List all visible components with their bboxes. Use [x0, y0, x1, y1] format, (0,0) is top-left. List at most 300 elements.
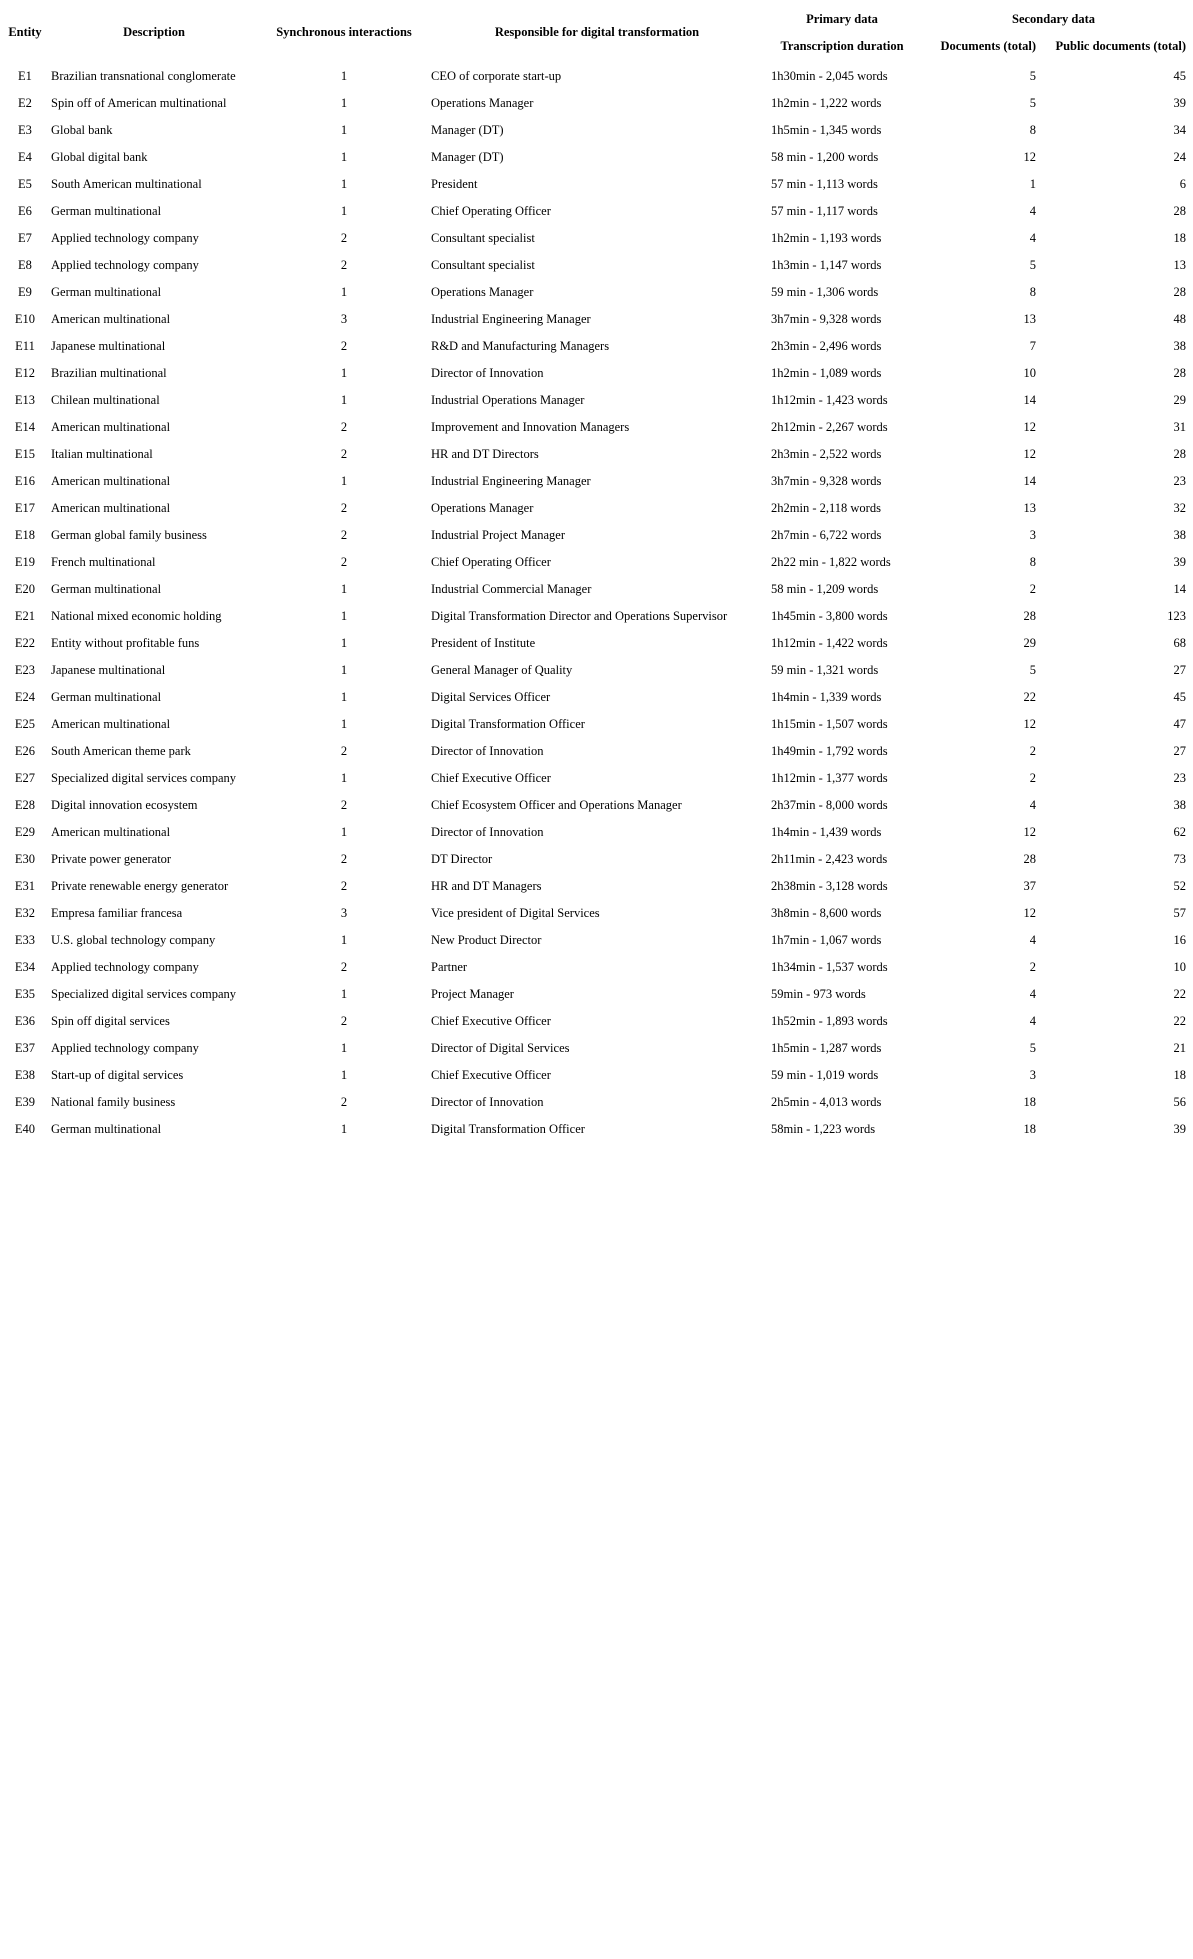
cell-documents-total: 2 [1029, 582, 1036, 596]
cell-description: German multinational [51, 1122, 162, 1136]
cell-synchronous-interactions: 2 [340, 798, 348, 812]
cell-responsible: Industrial Engineering Manager [431, 474, 591, 488]
table-row [3, 1035, 1190, 1062]
cell-documents-total: 5 [1029, 96, 1036, 110]
cell-responsible: Chief Ecosystem Officer and Operations Manager [431, 798, 682, 812]
cell-transcription-duration: 3h7min - 9,328 words [771, 474, 882, 488]
cell-public-documents-total: 123 [1167, 609, 1186, 623]
cell-synchronous-interactions: 3 [340, 312, 348, 326]
header-entity: Entity [8, 25, 42, 39]
cell-transcription-duration: 2h38min - 3,128 words [771, 879, 888, 893]
cell-responsible: Director of Innovation [431, 825, 544, 839]
cell-responsible: Industrial Operations Manager [431, 393, 585, 407]
table-row [3, 792, 1190, 819]
cell-public-documents-total: 39 [1173, 1122, 1186, 1136]
cell-synchronous-interactions: 2 [340, 1014, 348, 1028]
table-row [3, 927, 1190, 954]
cell-description: Italian multinational [51, 447, 153, 461]
cell-documents-total: 1 [1029, 177, 1036, 191]
cell-documents-total: 18 [1023, 1122, 1036, 1136]
cell-public-documents-total: 34 [1173, 123, 1186, 137]
cell-transcription-duration: 57 min - 1,113 words [771, 177, 878, 191]
cell-transcription-duration: 57 min - 1,117 words [771, 204, 878, 218]
cell-description: Entity without profitable funs [51, 636, 200, 650]
cell-responsible: Industrial Engineering Manager [431, 312, 591, 326]
cell-description: Digital innovation ecosystem [51, 798, 198, 812]
cell-documents-total: 2 [1029, 960, 1036, 974]
cell-synchronous-interactions: 2 [340, 231, 348, 245]
cell-public-documents-total: 28 [1173, 204, 1186, 218]
cell-documents-total: 4 [1029, 231, 1036, 245]
cell-synchronous-interactions: 1 [340, 177, 348, 191]
cell-synchronous-interactions: 1 [340, 204, 348, 218]
cell-description: Spin off digital services [51, 1014, 170, 1028]
cell-documents-total: 5 [1029, 663, 1036, 677]
cell-transcription-duration: 1h2min - 1,089 words [771, 366, 882, 380]
cell-documents-total: 5 [1029, 258, 1036, 272]
cell-transcription-duration: 1h3min - 1,147 words [771, 258, 882, 272]
cell-entity: E34 [14, 960, 36, 974]
cell-transcription-duration: 1h5min - 1,287 words [771, 1041, 882, 1055]
cell-transcription-duration: 3h8min - 8,600 words [771, 906, 882, 920]
cell-documents-total: 3 [1029, 528, 1036, 542]
cell-documents-total: 8 [1029, 123, 1036, 137]
cell-documents-total: 28 [1023, 609, 1036, 623]
cell-documents-total: 22 [1023, 690, 1036, 704]
cell-responsible: HR and DT Directors [431, 447, 539, 461]
cell-synchronous-interactions: 1 [340, 663, 348, 677]
cell-description: American multinational [51, 501, 171, 515]
cell-synchronous-interactions: 1 [340, 582, 348, 596]
cell-entity: E26 [14, 744, 36, 758]
cell-transcription-duration: 58min - 1,223 words [771, 1122, 876, 1136]
header-documents-total: Documents (total) [940, 39, 1036, 53]
table-row [3, 819, 1190, 846]
cell-transcription-duration: 1h2min - 1,222 words [771, 96, 882, 110]
cell-entity: E4 [18, 150, 32, 164]
cell-transcription-duration: 1h45min - 3,800 words [771, 609, 888, 623]
cell-public-documents-total: 28 [1173, 447, 1186, 461]
cell-documents-total: 3 [1029, 1068, 1036, 1082]
cell-entity: E2 [18, 96, 32, 110]
cell-synchronous-interactions: 1 [340, 123, 348, 137]
table-row [3, 387, 1190, 414]
table-row [3, 765, 1190, 792]
cell-public-documents-total: 73 [1173, 852, 1186, 866]
table-row [3, 495, 1190, 522]
cell-responsible: Chief Executive Officer [431, 1014, 551, 1028]
cell-synchronous-interactions: 1 [340, 96, 348, 110]
cell-responsible: General Manager of Quality [431, 663, 573, 677]
cell-responsible: Vice president of Digital Services [431, 906, 600, 920]
header-synchronous-interactions: Synchronous interactions [276, 25, 412, 39]
cell-description: Private power generator [51, 852, 172, 866]
cell-public-documents-total: 45 [1173, 69, 1186, 83]
cell-responsible: Consultant specialist [431, 231, 535, 245]
cell-synchronous-interactions: 1 [340, 609, 348, 623]
table-row [3, 279, 1190, 306]
cell-transcription-duration: 3h7min - 9,328 words [771, 312, 882, 326]
cell-documents-total: 14 [1023, 393, 1036, 407]
cell-description: German multinational [51, 690, 162, 704]
cell-documents-total: 2 [1029, 744, 1036, 758]
cell-description: American multinational [51, 312, 171, 326]
table-row [3, 306, 1190, 333]
cell-synchronous-interactions: 1 [340, 1068, 348, 1082]
cell-transcription-duration: 1h34min - 1,537 words [771, 960, 888, 974]
cell-responsible: Project Manager [431, 987, 514, 1001]
cell-responsible: Chief Operating Officer [431, 204, 551, 218]
cell-description: German multinational [51, 204, 162, 218]
cell-documents-total: 37 [1023, 879, 1036, 893]
cell-description: French multinational [51, 555, 156, 569]
cell-responsible: Chief Operating Officer [431, 555, 551, 569]
cell-entity: E8 [18, 258, 32, 272]
cell-transcription-duration: 59min - 973 words [771, 987, 866, 1001]
cell-responsible: HR and DT Managers [431, 879, 542, 893]
cell-synchronous-interactions: 1 [340, 636, 348, 650]
cell-synchronous-interactions: 1 [340, 393, 348, 407]
table-row [3, 873, 1190, 900]
cell-public-documents-total: 21 [1173, 1041, 1186, 1055]
cell-public-documents-total: 56 [1173, 1095, 1186, 1109]
cell-description: Applied technology company [51, 1041, 199, 1055]
cell-description: Chilean multinational [51, 393, 160, 407]
cell-transcription-duration: 2h3min - 2,522 words [771, 447, 882, 461]
cell-transcription-duration: 2h37min - 8,000 words [771, 798, 888, 812]
header-description: Description [123, 25, 185, 39]
cell-transcription-duration: 2h5min - 4,013 words [771, 1095, 882, 1109]
cell-public-documents-total: 23 [1173, 474, 1186, 488]
table-row [3, 711, 1190, 738]
cell-documents-total: 5 [1029, 1041, 1036, 1055]
table-row [3, 603, 1190, 630]
cell-transcription-duration: 58 min - 1,209 words [771, 582, 879, 596]
cell-synchronous-interactions: 2 [340, 1095, 348, 1109]
cell-responsible: R&D and Manufacturing Managers [431, 339, 610, 353]
cell-public-documents-total: 28 [1173, 285, 1186, 299]
cell-public-documents-total: 38 [1173, 798, 1186, 812]
cell-description: National family business [51, 1095, 176, 1109]
cell-description: South American theme park [51, 744, 191, 758]
cell-public-documents-total: 52 [1173, 879, 1186, 893]
cell-synchronous-interactions: 2 [340, 501, 348, 515]
cell-entity: E40 [14, 1122, 36, 1136]
table-row [3, 117, 1190, 144]
cell-public-documents-total: 31 [1173, 420, 1186, 434]
cell-documents-total: 12 [1023, 906, 1036, 920]
cell-description: American multinational [51, 420, 171, 434]
cell-public-documents-total: 28 [1173, 366, 1186, 380]
header-transcription-duration: Transcription duration [780, 39, 904, 53]
cell-documents-total: 18 [1023, 1095, 1036, 1109]
cell-transcription-duration: 59 min - 1,306 words [771, 285, 879, 299]
cell-public-documents-total: 14 [1173, 582, 1186, 596]
cell-description: Brazilian transnational conglomerate [51, 69, 236, 83]
cell-responsible: Manager (DT) [431, 123, 504, 137]
header-public-documents-total: Public documents (total) [1055, 39, 1186, 53]
cell-synchronous-interactions: 2 [340, 744, 348, 758]
cell-public-documents-total: 39 [1173, 555, 1186, 569]
table-row [3, 738, 1190, 765]
cell-description: American multinational [51, 717, 171, 731]
cell-transcription-duration: 1h7min - 1,067 words [771, 933, 882, 947]
cell-public-documents-total: 68 [1173, 636, 1186, 650]
cell-public-documents-total: 10 [1173, 960, 1186, 974]
cell-responsible: Manager (DT) [431, 150, 504, 164]
table-row [3, 522, 1190, 549]
cell-synchronous-interactions: 1 [340, 717, 348, 731]
cell-public-documents-total: 13 [1173, 258, 1186, 272]
cell-synchronous-interactions: 1 [340, 825, 348, 839]
cell-description: Applied technology company [51, 231, 199, 245]
cell-synchronous-interactions: 1 [340, 366, 348, 380]
cell-entity: E11 [15, 339, 35, 353]
cell-transcription-duration: 2h11min - 2,423 words [771, 852, 888, 866]
cell-responsible: Chief Executive Officer [431, 1068, 551, 1082]
cell-entity: E22 [14, 636, 36, 650]
cell-transcription-duration: 59 min - 1,019 words [771, 1068, 879, 1082]
cell-description: Start-up of digital services [51, 1068, 184, 1082]
cell-public-documents-total: 24 [1173, 150, 1186, 164]
cell-synchronous-interactions: 2 [340, 555, 348, 569]
table-row [3, 333, 1190, 360]
cell-synchronous-interactions: 2 [340, 447, 348, 461]
cell-entity: E36 [14, 1014, 36, 1028]
cell-documents-total: 12 [1023, 825, 1036, 839]
cell-responsible: Digital Transformation Officer [431, 1122, 585, 1136]
cell-transcription-duration: 2h2min - 2,118 words [771, 501, 881, 515]
table-row [3, 630, 1190, 657]
cell-synchronous-interactions: 1 [340, 285, 348, 299]
table-row [3, 1089, 1190, 1116]
cell-transcription-duration: 1h4min - 1,439 words [771, 825, 882, 839]
cell-transcription-duration: 1h15min - 1,507 words [771, 717, 888, 731]
cell-public-documents-total: 22 [1173, 1014, 1186, 1028]
cell-responsible: Partner [431, 960, 468, 974]
cell-documents-total: 2 [1029, 771, 1036, 785]
cell-public-documents-total: 47 [1173, 717, 1186, 731]
cell-synchronous-interactions: 2 [340, 339, 348, 353]
cell-entity: E10 [14, 312, 36, 326]
table-row [3, 1008, 1190, 1035]
cell-entity: E7 [18, 231, 32, 245]
table-row [3, 1062, 1190, 1089]
cell-description: South American multinational [51, 177, 202, 191]
cell-entity: E30 [14, 852, 36, 866]
cell-public-documents-total: 38 [1173, 528, 1186, 542]
cell-documents-total: 4 [1029, 933, 1036, 947]
cell-synchronous-interactions: 1 [340, 933, 348, 947]
cell-description: Applied technology company [51, 960, 199, 974]
cell-public-documents-total: 29 [1173, 393, 1186, 407]
cell-responsible: Operations Manager [431, 285, 534, 299]
cell-description: Japanese multinational [51, 663, 166, 677]
cell-documents-total: 14 [1023, 474, 1036, 488]
cell-transcription-duration: 58 min - 1,200 words [771, 150, 879, 164]
cell-synchronous-interactions: 3 [340, 906, 348, 920]
cell-entity: E9 [18, 285, 32, 299]
cell-description: Private renewable energy generator [51, 879, 229, 893]
table-row [3, 549, 1190, 576]
cell-synchronous-interactions: 2 [340, 258, 348, 272]
table-row [3, 360, 1190, 387]
cell-entity: E37 [14, 1041, 36, 1055]
cell-responsible: CEO of corporate start-up [431, 69, 562, 83]
cell-synchronous-interactions: 1 [340, 987, 348, 1001]
cell-entity: E28 [14, 798, 36, 812]
cell-documents-total: 12 [1023, 420, 1036, 434]
cell-documents-total: 4 [1029, 204, 1036, 218]
cell-responsible: Industrial Commercial Manager [431, 582, 592, 596]
cell-responsible: Industrial Project Manager [431, 528, 565, 542]
cell-responsible: Improvement and Innovation Managers [431, 420, 630, 434]
cell-transcription-duration: 1h12min - 1,423 words [771, 393, 888, 407]
cell-transcription-duration: 2h22 min - 1,822 words [771, 555, 891, 569]
cell-entity: E21 [14, 609, 36, 623]
cell-entity: E33 [14, 933, 36, 947]
table-row [3, 225, 1190, 252]
cell-entity: E16 [14, 474, 36, 488]
cell-transcription-duration: 1h52min - 1,893 words [771, 1014, 888, 1028]
cell-documents-total: 7 [1029, 339, 1036, 353]
header-secondary-data: Secondary data [1012, 12, 1095, 26]
cell-public-documents-total: 23 [1173, 771, 1186, 785]
cell-documents-total: 29 [1023, 636, 1036, 650]
table-row [3, 171, 1190, 198]
table-row [3, 981, 1190, 1008]
cell-entity: E17 [14, 501, 36, 515]
cell-synchronous-interactions: 2 [340, 528, 348, 542]
cell-description: National mixed economic holding [51, 609, 222, 623]
table-row [3, 198, 1190, 225]
cell-responsible: Director of Digital Services [431, 1041, 570, 1055]
cell-public-documents-total: 39 [1173, 96, 1186, 110]
header-primary-data: Primary data [806, 12, 878, 26]
table-row [3, 900, 1190, 927]
cell-documents-total: 4 [1029, 987, 1036, 1001]
cell-synchronous-interactions: 2 [340, 420, 348, 434]
cell-entity: E14 [14, 420, 36, 434]
cell-description: Applied technology company [51, 258, 199, 272]
cell-synchronous-interactions: 1 [340, 690, 348, 704]
cell-documents-total: 12 [1023, 717, 1036, 731]
cell-responsible: Digital Transformation Director and Operations Supervisor [431, 609, 728, 623]
cell-entity: E15 [14, 447, 36, 461]
cell-entity: E6 [18, 204, 32, 218]
cell-documents-total: 28 [1023, 852, 1036, 866]
cell-responsible: Director of Innovation [431, 366, 544, 380]
cell-responsible: Digital Services Officer [431, 690, 551, 704]
table-row [3, 684, 1190, 711]
cell-description: Brazilian multinational [51, 366, 167, 380]
cell-documents-total: 5 [1029, 69, 1036, 83]
cell-entity: E1 [18, 69, 32, 83]
cell-responsible: New Product Director [431, 933, 542, 947]
cell-transcription-duration: 1h2min - 1,193 words [771, 231, 882, 245]
cell-synchronous-interactions: 1 [340, 1041, 348, 1055]
cell-documents-total: 12 [1023, 150, 1036, 164]
cell-synchronous-interactions: 1 [340, 150, 348, 164]
cell-description: Spin off of American multinational [51, 96, 227, 110]
cell-synchronous-interactions: 2 [340, 960, 348, 974]
cell-description: American multinational [51, 825, 171, 839]
cell-responsible: Consultant specialist [431, 258, 535, 272]
cell-description: Specialized digital services company [51, 987, 237, 1001]
cell-responsible: President of Institute [431, 636, 536, 650]
cell-public-documents-total: 62 [1173, 825, 1186, 839]
cell-responsible: Operations Manager [431, 96, 534, 110]
cell-entity: E39 [14, 1095, 36, 1109]
cell-synchronous-interactions: 1 [340, 1122, 348, 1136]
cell-responsible: President [431, 177, 478, 191]
cell-transcription-duration: 1h30min - 2,045 words [771, 69, 888, 83]
cell-documents-total: 10 [1023, 366, 1036, 380]
cell-description: Global digital bank [51, 150, 148, 164]
cell-entity: E13 [14, 393, 36, 407]
cell-public-documents-total: 45 [1173, 690, 1186, 704]
cell-entity: E31 [14, 879, 36, 893]
cell-transcription-duration: 59 min - 1,321 words [771, 663, 879, 677]
cell-responsible: Operations Manager [431, 501, 534, 515]
cell-entity: E23 [14, 663, 36, 677]
table-row [3, 90, 1190, 117]
table-row [3, 954, 1190, 981]
table-row [3, 1116, 1190, 1143]
cell-documents-total: 12 [1023, 447, 1036, 461]
cell-responsible: Digital Transformation Officer [431, 717, 585, 731]
table-row [3, 576, 1190, 603]
cell-documents-total: 4 [1029, 1014, 1036, 1028]
cell-public-documents-total: 27 [1173, 663, 1186, 677]
table-row [3, 414, 1190, 441]
cell-description: Global bank [51, 123, 113, 137]
cell-documents-total: 13 [1023, 312, 1036, 326]
cell-public-documents-total: 27 [1173, 744, 1186, 758]
cell-public-documents-total: 48 [1173, 312, 1186, 326]
table-row [3, 144, 1190, 171]
table-row [3, 657, 1190, 684]
cell-entity: E38 [14, 1068, 36, 1082]
cell-synchronous-interactions: 1 [340, 771, 348, 785]
cell-public-documents-total: 18 [1173, 231, 1186, 245]
table-row [3, 468, 1190, 495]
cell-responsible: Chief Executive Officer [431, 771, 551, 785]
cell-entity: E18 [14, 528, 36, 542]
cell-synchronous-interactions: 2 [340, 852, 348, 866]
cell-entity: E19 [14, 555, 36, 569]
cell-public-documents-total: 6 [1179, 177, 1186, 191]
cell-responsible: Director of Innovation [431, 1095, 544, 1109]
cell-description: U.S. global technology company [51, 933, 216, 947]
cell-public-documents-total: 57 [1173, 906, 1186, 920]
cell-synchronous-interactions: 2 [340, 879, 348, 893]
cell-transcription-duration: 2h7min - 6,722 words [771, 528, 882, 542]
cell-entity: E35 [14, 987, 36, 1001]
cell-entity: E24 [14, 690, 36, 704]
cell-responsible: Director of Innovation [431, 744, 544, 758]
cell-transcription-duration: 1h12min - 1,377 words [771, 771, 888, 785]
cell-description: Japanese multinational [51, 339, 166, 353]
cell-public-documents-total: 16 [1173, 933, 1186, 947]
cell-transcription-duration: 2h12min - 2,267 words [771, 420, 888, 434]
cell-entity: E12 [14, 366, 36, 380]
header-responsible: Responsible for digital transformation [494, 25, 700, 39]
cell-entity: E20 [14, 582, 36, 596]
cell-description: German multinational [51, 582, 162, 596]
cell-description: German multinational [51, 285, 162, 299]
cell-entity: E3 [18, 123, 32, 137]
